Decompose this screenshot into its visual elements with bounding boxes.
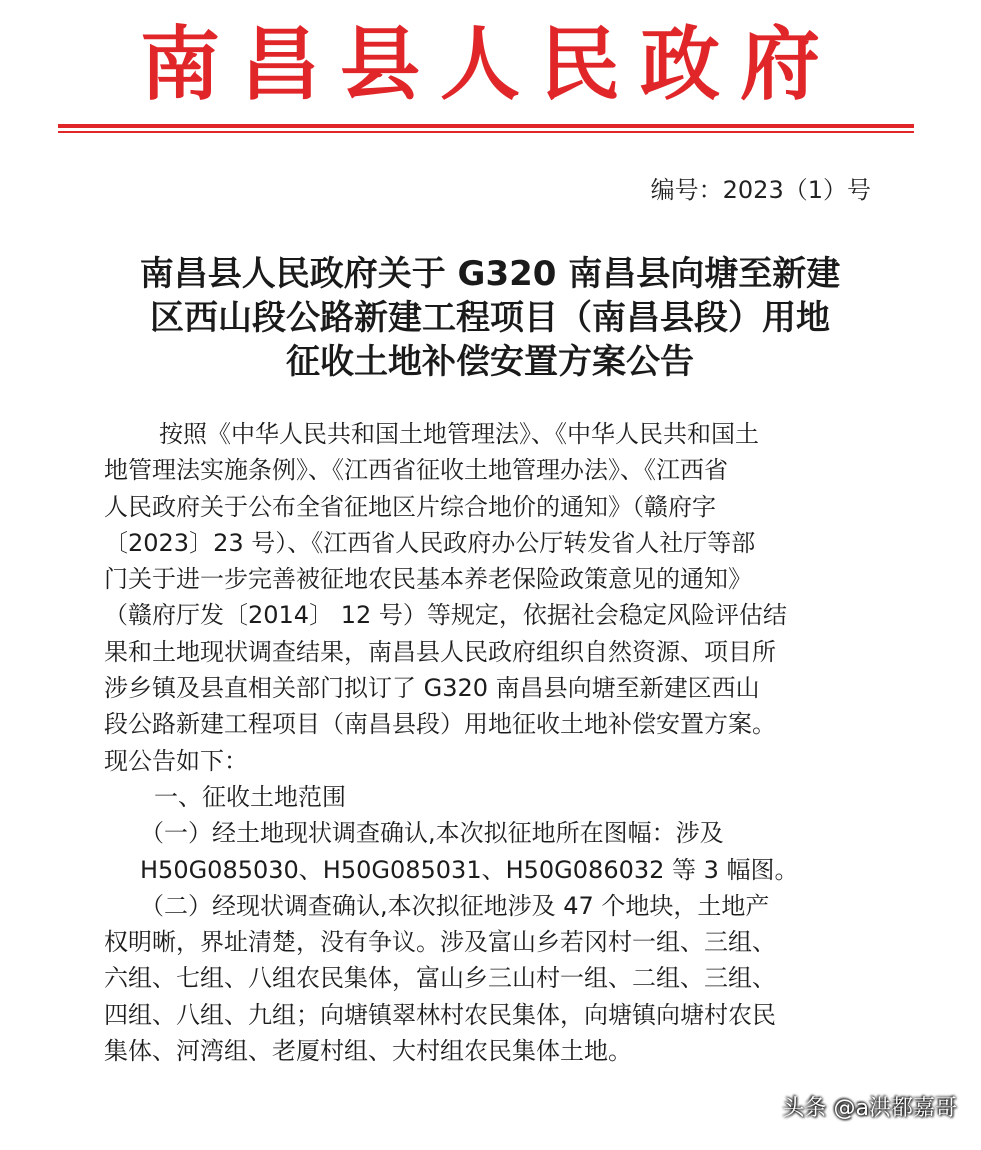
- item-line: （一）经土地现状调查确认,本次拟征地所在图幅：涉及: [140, 819, 724, 848]
- intro-line: 〔2023〕23 号）、《江西省人民政府办公厅转发省人社厅等部: [104, 528, 756, 557]
- document-number: 编号：2023（1）号: [650, 176, 871, 204]
- item-line: （二）经现状调查确认,本次拟征地涉及 47 个地块，土地产: [140, 891, 770, 920]
- item-line: 权明晰，界址清楚，没有争议。涉及富山乡若冈村一组、三组、: [104, 928, 776, 957]
- item-line: H50G085030、H50G085031、H50G086032 等 3 幅图。: [140, 855, 799, 884]
- masthead-org-name: 南昌县人民政府: [140, 17, 840, 111]
- item-line: 集体、河湾组、老厦村组、大村组农民集体土地。: [104, 1037, 632, 1066]
- title-line: 区西山段公路新建工程项目（南昌县段）用地: [150, 298, 830, 338]
- intro-line: 涉乡镇及县直相关部门拟订了 G320 南昌县向塘至新建区西山: [104, 674, 760, 703]
- masthead-red-rule-thick: [58, 124, 914, 128]
- intro-line: 果和土地现状调查结果，南昌县人民政府组织自然资源、项目所: [104, 637, 776, 666]
- intro-line: 按照《中华人民共和国土地管理法》、《中华人民共和国土: [159, 420, 759, 448]
- item-line: 六组、七组、八组农民集体，富山乡三山村一组、二组、三组、: [104, 964, 776, 993]
- intro-line: 人民政府关于公布全省征地区片综合地价的通知》（赣府字: [104, 492, 716, 521]
- source-watermark: 头条 @a洪都嘉哥: [782, 1096, 957, 1121]
- intro-line: （赣府厅发〔2014〕 12 号）等规定，依据社会稳定风险评估结: [104, 601, 787, 630]
- masthead-red-rule-thin: [58, 131, 914, 133]
- item-line: 四组、八组、九组；向塘镇翠林村农民集体，向塘镇向塘村农民: [104, 1000, 776, 1029]
- document-title: [90, 252, 890, 384]
- document-body: [104, 416, 894, 1069]
- intro-line: 段公路新建工程项目（南昌县段）用地征收土地补偿安置方案。: [104, 710, 776, 739]
- intro-line: 门关于进一步完善被征地农民基本养老保险政策意见的通知》: [104, 565, 752, 594]
- intro-line: 现公告如下：: [104, 746, 248, 775]
- title-line: 征收土地补偿安置方案公告: [286, 342, 694, 382]
- intro-line: 地管理法实施条例》、《江西省征收土地管理办法》、《江西省: [104, 456, 728, 485]
- section-heading: 一、征收土地范围: [154, 782, 346, 811]
- title-line: 南昌县人民政府关于 G320 南昌县向塘至新建: [139, 254, 841, 294]
